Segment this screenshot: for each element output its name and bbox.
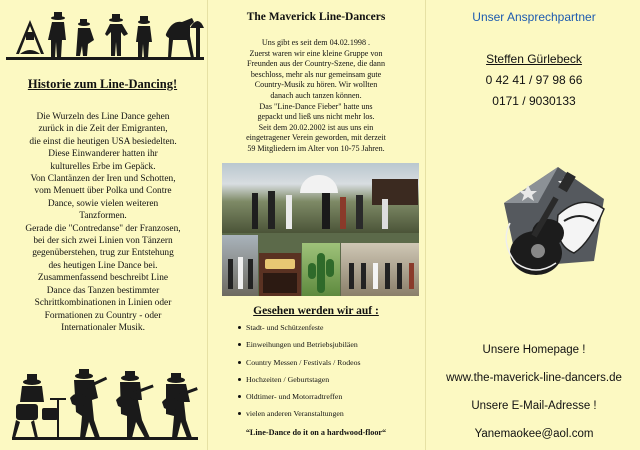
- intro-line: Freunden aus der Country-Szene, die dann: [246, 59, 385, 69]
- club-heading: The Maverick Line-Dancers: [246, 11, 386, 23]
- photo-stage-left: [222, 235, 258, 296]
- list-item: Einweihungen und Betriebsjubiläen: [246, 340, 361, 357]
- list-item: Hochzeiten / Geburtstagen: [246, 375, 361, 392]
- phone-mobile: 0171 / 9030133: [492, 94, 576, 108]
- contact-heading: Unser Ansprechpartner: [472, 10, 596, 24]
- list-item: Country Messen / Festivals / Rodeos: [246, 358, 361, 375]
- history-line: Zusammenfassend beschreibt Line: [37, 273, 169, 284]
- contact-name: Steffen Gürlebeck: [486, 52, 582, 66]
- history-line: zurück in die Zeit der Emigranten,: [38, 124, 168, 135]
- intro-line: gepackt und ließ uns nicht mehr los.: [257, 112, 375, 122]
- history-line: Von Clantänzen der Iren und Schotten,: [30, 174, 176, 185]
- band-silhouette-illustration: [12, 368, 198, 440]
- cowboy-silhouette-banner: [6, 6, 204, 62]
- intro-line: Country-Musik zu hören. Wir wollten: [254, 80, 378, 90]
- fold-line-left: [207, 0, 208, 450]
- photo-indoor-line: [341, 243, 419, 296]
- history-line: Formationen zu Country - oder: [44, 310, 162, 321]
- intro-line: Das "Line-Dance Fieber" hatte uns: [259, 101, 373, 111]
- email-label: Unsere E-Mail-Adresse !: [471, 400, 597, 412]
- intro-line: Zuerst waren wir eine kleine Gruppe von: [249, 48, 383, 58]
- history-text: [8, 111, 198, 334]
- history-line: bei der sich zwei Linien von Tänzern: [33, 236, 173, 247]
- history-line: gegenüberstehen, trug zur Entstehung: [32, 248, 174, 259]
- phone-landline: 0 42 41 / 97 98 66: [485, 73, 583, 87]
- history-line: die einst die heutigen USA besiedelten.: [29, 136, 177, 147]
- events-list: [246, 323, 361, 427]
- intro-line: eingetragener Verein geworden, mit derzeit: [246, 133, 386, 143]
- history-line: Die Wurzeln des Line Dance gehen: [36, 112, 170, 122]
- photo-outdoor-dancers: [222, 163, 419, 233]
- history-heading: Historie zum Line-Dancing!: [27, 77, 178, 91]
- intro-line: Uns gibt es seit dem 04.02.1998 .: [261, 38, 371, 47]
- email-address[interactable]: Yanemaokee@aol.com: [474, 428, 594, 440]
- intro-line: beschloss, mehr als nur gemeinsam gute: [250, 69, 382, 79]
- intro-line: danach auch tanzen können.: [270, 90, 362, 100]
- history-line: Diese Einwanderer hatten ihr: [48, 149, 158, 160]
- fold-line-right: [425, 0, 426, 450]
- history-line: Dance, sowie vielen weiteren: [47, 198, 159, 209]
- history-line: Internationaler Musik.: [61, 322, 145, 333]
- history-line: Gerade die "Contredanse" der Franzosen,: [25, 223, 181, 234]
- guitar-hat-illustration: [498, 163, 608, 287]
- club-slogan: “Line-Dance do it on a hardwood-floor“: [245, 428, 387, 437]
- history-line: des heutigen Line Dance bei.: [48, 260, 158, 271]
- homepage-label: Unsere Homepage !: [482, 344, 586, 356]
- history-line: kulturelles Erbe im Gepäck.: [50, 161, 156, 172]
- history-line: vom Menuett über Polka und Contre: [34, 186, 172, 197]
- photo-collage: [222, 163, 419, 296]
- intro-line: 59 Mitgliedern im Alter von 10-75 Jahren.: [247, 143, 385, 153]
- intro-line: Seit dem 20.02.2002 ist aus uns ein: [258, 122, 374, 132]
- club-intro-text: [214, 38, 418, 155]
- events-heading: Gesehen werden wir auf :: [253, 305, 379, 317]
- history-line: Dance das Tanzen bestimmter: [46, 285, 160, 296]
- list-item: Stadt- und Schützenfeste: [246, 323, 361, 340]
- history-line: Schrittkombinationen in Linien oder: [34, 298, 172, 309]
- photo-cactus: [302, 243, 340, 296]
- contact-details: [428, 52, 640, 115]
- homepage-url[interactable]: www.the-maverick-line-dancers.de: [446, 372, 622, 384]
- list-item: vielen anderen Veranstaltungen: [246, 409, 361, 426]
- list-item: Oldtimer- und Motorradtreffen: [246, 392, 361, 409]
- history-line: Tanzformen.: [79, 211, 127, 222]
- photo-saloon-sign: [259, 253, 301, 296]
